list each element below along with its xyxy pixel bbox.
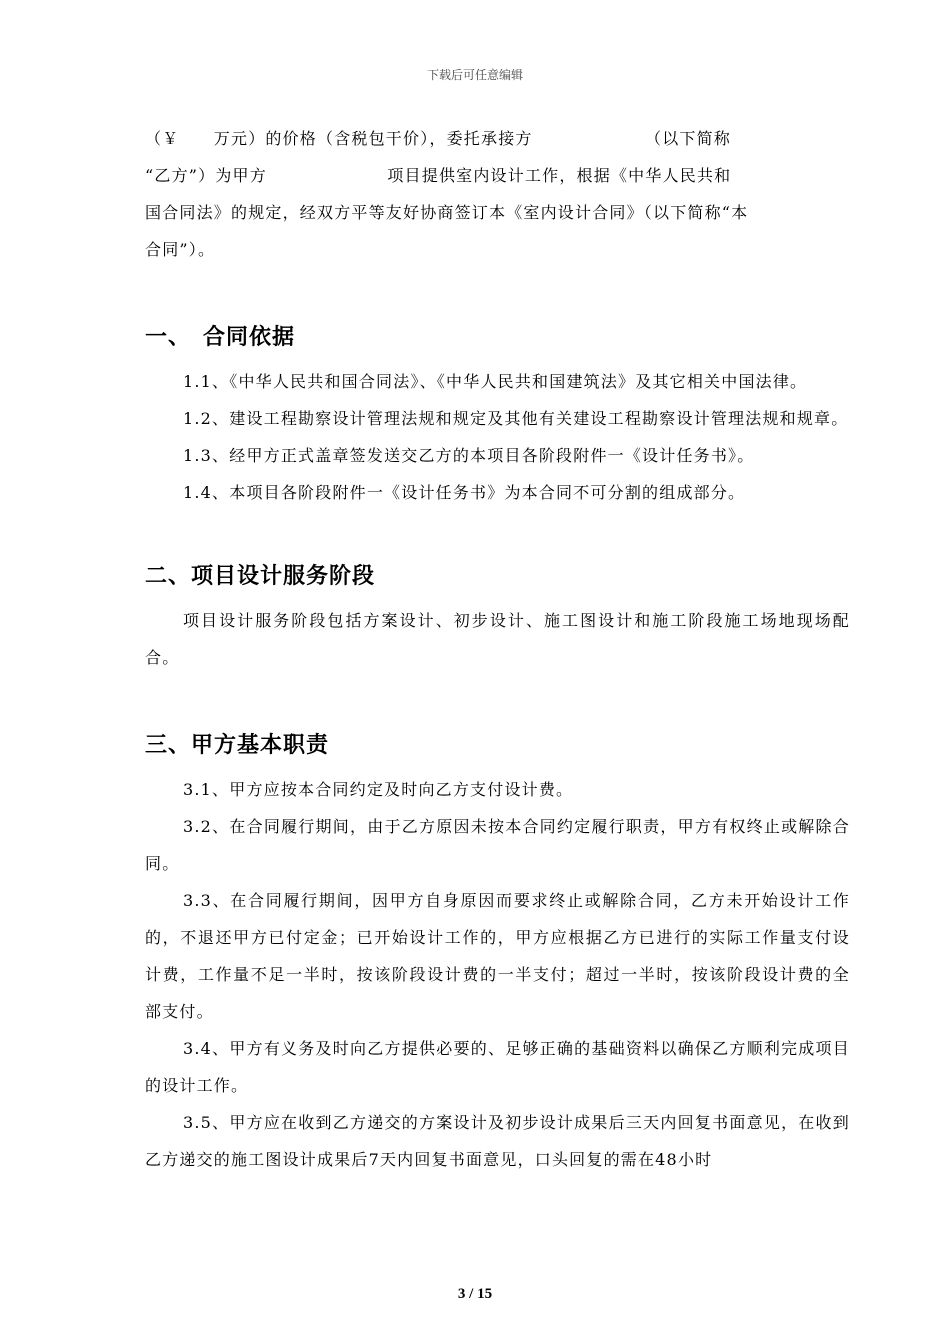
clause-3-4: 3.4、甲方有义务及时向乙方提供必要的、足够正确的基础资料以确保乙方顺利完成项目的设计工作。: [145, 1039, 850, 1095]
clause-1-4: 1.4、本项目各阶段附件一《设计任务书》为本合同不可分割的组成部分。: [183, 483, 746, 502]
section-3-title: 三、甲方基本职责: [145, 733, 330, 758]
section-1-title: 一、 合同依据: [145, 325, 296, 350]
clause-1-3: 1.3、经甲方正式盖章签发送交乙方的本项目各阶段附件一《设计任务书》。: [183, 446, 755, 465]
section-2-title: 二、项目设计服务阶段: [145, 564, 376, 589]
clause-3-2: 3.2、在合同履行期间，由于乙方原因未按本合同约定履行职责，甲方有权终止或解除合同。: [145, 817, 850, 873]
clause-3-1: 3.1、甲方应按本合同约定及时向乙方支付设计费。: [183, 780, 574, 799]
intro-line-2: “乙方”）为甲方 项目提供室内设计工作，根据《中华人民共和: [145, 166, 732, 185]
page-number: 3 / 15: [457, 1286, 493, 1302]
document-body: [145, 120, 850, 1178]
clause-1-2: 1.2、建设工程勘察设计管理法规和规定及其他有关建设工程勘察设计管理法规和规章。: [183, 409, 849, 428]
page-header: 下载后可任意编辑: [426, 68, 523, 82]
intro-line-3: 国合同法》的规定，经双方平等友好协商签订本《室内设计合同》（以下简称“本: [145, 203, 749, 222]
intro-paragraph: [145, 120, 850, 268]
intro-line-4: 合同”）。: [145, 240, 216, 259]
clause-3-3: 3.3、在合同履行期间，因甲方自身原因而要求终止或解除合同，乙方未开始设计工作的，不退还甲方已付定金；已开始设计工作的，甲方应根据乙方已进行的实际工作量支付设计费，工作量不足一半时，按该阶段设计费的一半支付；超过一半时，按该阶段设计费的全部支付。: [145, 891, 850, 1021]
clause-1-1: 1.1、《中华人民共和国合同法》、《中华人民共和国建筑法》及其它相关中国法律。: [183, 372, 808, 391]
intro-line-1: （￥ 万元）的价格（含税包干价），委托承接方 （以下简称: [145, 129, 732, 148]
section-2-paragraph: 项目设计服务阶段包括方案设计、初步设计、施工图设计和施工阶段施工场地现场配合。: [145, 611, 850, 667]
clause-3-5: 3.5、甲方应在收到乙方递交的方案设计及初步设计成果后三天内回复书面意见，在收到乙方递交的施工图设计成果后7天内回复书面意见，口头回复的需在48小时: [145, 1113, 850, 1169]
